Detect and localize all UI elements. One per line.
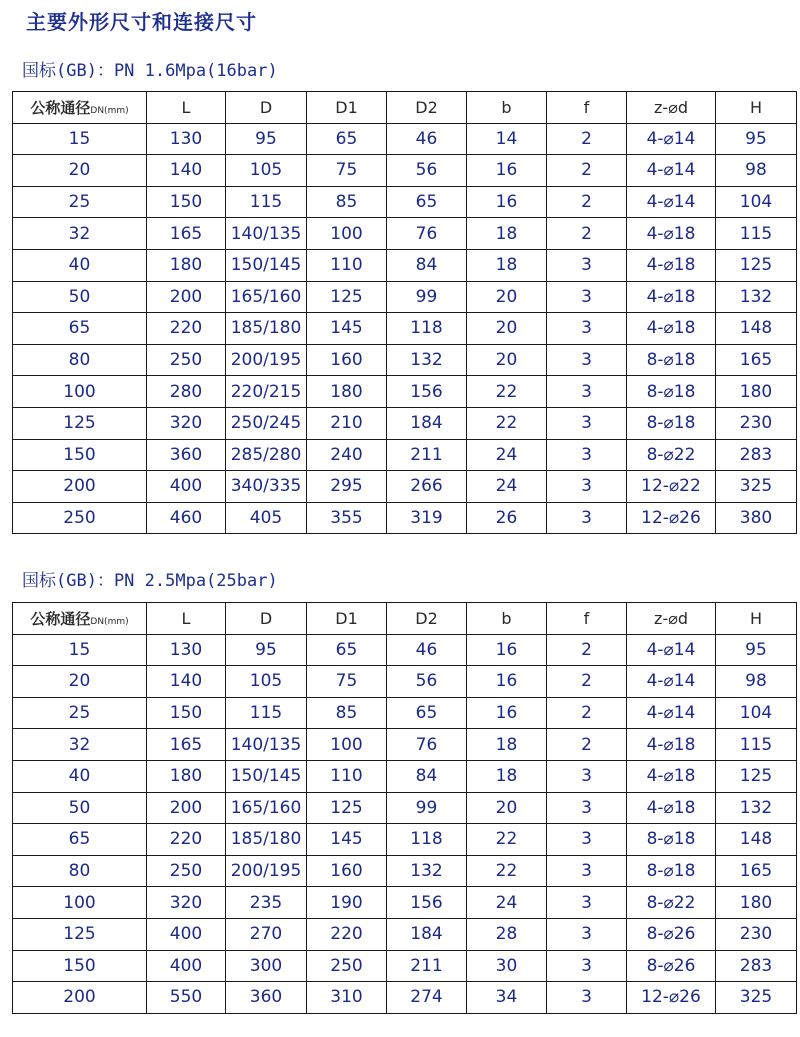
- table-cell: 3: [547, 760, 627, 792]
- spec-table-pn16: [12, 91, 797, 534]
- table-cell: 28: [467, 918, 547, 950]
- dn-cell: 125: [13, 918, 147, 950]
- table-cell: 132: [387, 344, 467, 376]
- table-cell: 266: [387, 471, 467, 503]
- column-header: f: [547, 92, 627, 124]
- dn-cell: 32: [13, 218, 147, 250]
- table-row: [13, 186, 797, 218]
- table-cell: 8-⌀26: [627, 918, 716, 950]
- section-heading-pn25: 国标(GB)：PN 2.5Mpa(25bar): [22, 571, 278, 591]
- table-cell: 104: [716, 697, 797, 729]
- table-cell: 12-⌀26: [627, 502, 716, 534]
- dn-cell: 25: [13, 697, 147, 729]
- dn-cell: 150: [13, 950, 147, 982]
- dn-cell: 50: [13, 792, 147, 824]
- table-cell: 320: [147, 887, 226, 919]
- table-cell: 24: [467, 887, 547, 919]
- table-cell: 220: [147, 824, 226, 856]
- table-cell: 325: [716, 982, 797, 1014]
- table-cell: 16: [467, 634, 547, 666]
- table-cell: 20: [467, 344, 547, 376]
- table-cell: 3: [547, 982, 627, 1014]
- table-cell: 8-⌀18: [627, 376, 716, 408]
- table-cell: 4-⌀14: [627, 697, 716, 729]
- dn-cell: 20: [13, 666, 147, 698]
- table-cell: 250: [147, 855, 226, 887]
- table-cell: 400: [147, 471, 226, 503]
- table-cell: 14: [467, 123, 547, 155]
- table-cell: 165/160: [226, 281, 307, 313]
- table-row: [13, 376, 797, 408]
- table-cell: 16: [467, 697, 547, 729]
- table-cell: 132: [716, 792, 797, 824]
- table-cell: 300: [226, 950, 307, 982]
- table-cell: 18: [467, 249, 547, 281]
- table-cell: 56: [387, 155, 467, 187]
- table-cell: 125: [716, 249, 797, 281]
- table-cell: 65: [387, 186, 467, 218]
- table-cell: 132: [387, 855, 467, 887]
- table-cell: 85: [307, 697, 387, 729]
- table-cell: 285/280: [226, 439, 307, 471]
- table-cell: 165: [147, 729, 226, 761]
- table-cell: 95: [226, 634, 307, 666]
- dn-cell: 15: [13, 123, 147, 155]
- table-cell: 156: [387, 887, 467, 919]
- column-header: D1: [307, 92, 387, 124]
- table-cell: 156: [387, 376, 467, 408]
- table-cell: 190: [307, 887, 387, 919]
- table-cell: 355: [307, 502, 387, 534]
- table-cell: 2: [547, 186, 627, 218]
- table-cell: 140: [147, 155, 226, 187]
- table-row: [13, 918, 797, 950]
- table-cell: 2: [547, 155, 627, 187]
- dn-cell: 15: [13, 634, 147, 666]
- dn-cell: 150: [13, 439, 147, 471]
- table-cell: 380: [716, 502, 797, 534]
- table-cell: 3: [547, 471, 627, 503]
- table-row: [13, 666, 797, 698]
- table-cell: 12-⌀26: [627, 982, 716, 1014]
- table-cell: 200: [147, 792, 226, 824]
- table-cell: 118: [387, 824, 467, 856]
- table-cell: 84: [387, 249, 467, 281]
- table-cell: 95: [226, 123, 307, 155]
- table-cell: 185/180: [226, 824, 307, 856]
- section-heading-pn16: 国标(GB)：PN 1.6Mpa(16bar): [22, 61, 278, 81]
- table-row: [13, 887, 797, 919]
- table-cell: 360: [226, 982, 307, 1014]
- table-cell: 3: [547, 407, 627, 439]
- column-header: H: [716, 92, 797, 124]
- table-row: [13, 634, 797, 666]
- table-cell: 235: [226, 887, 307, 919]
- table-cell: 200/195: [226, 855, 307, 887]
- table-cell: 550: [147, 982, 226, 1014]
- header-nominal-diameter: [13, 92, 147, 124]
- table-cell: 95: [716, 123, 797, 155]
- header-dn-label: 公称通径: [30, 98, 91, 117]
- table-cell: 8-⌀18: [627, 855, 716, 887]
- table-cell: 115: [716, 218, 797, 250]
- table-cell: 220: [147, 313, 226, 345]
- table-cell: 84: [387, 760, 467, 792]
- table-cell: 2: [547, 729, 627, 761]
- table-cell: 110: [307, 249, 387, 281]
- column-header: L: [147, 603, 226, 635]
- table-cell: 75: [307, 155, 387, 187]
- table-cell: 211: [387, 950, 467, 982]
- table-cell: 105: [226, 155, 307, 187]
- table-cell: 140/135: [226, 218, 307, 250]
- table-cell: 125: [307, 281, 387, 313]
- dn-cell: 32: [13, 729, 147, 761]
- dn-cell: 65: [13, 313, 147, 345]
- table-cell: 16: [467, 155, 547, 187]
- table-cell: 200: [147, 281, 226, 313]
- table-cell: 4-⌀14: [627, 186, 716, 218]
- table-row: [13, 982, 797, 1014]
- table-cell: 3: [547, 249, 627, 281]
- table-cell: 8-⌀22: [627, 439, 716, 471]
- table-cell: 3: [547, 313, 627, 345]
- table-cell: 4-⌀18: [627, 281, 716, 313]
- table-cell: 85: [307, 186, 387, 218]
- table-cell: 180: [716, 887, 797, 919]
- table-cell: 18: [467, 729, 547, 761]
- table-cell: 180: [147, 760, 226, 792]
- page-title: 主要外形尺寸和连接尺寸: [26, 10, 257, 34]
- table-cell: 230: [716, 407, 797, 439]
- table-cell: 125: [307, 792, 387, 824]
- table-cell: 4-⌀14: [627, 155, 716, 187]
- column-header: D2: [387, 603, 467, 635]
- table-cell: 4-⌀14: [627, 666, 716, 698]
- table-cell: 360: [147, 439, 226, 471]
- table-row: [13, 249, 797, 281]
- column-header: H: [716, 603, 797, 635]
- header-nominal-diameter: [13, 603, 147, 635]
- table-cell: 20: [467, 792, 547, 824]
- table-cell: 8-⌀22: [627, 887, 716, 919]
- column-header: D2: [387, 92, 467, 124]
- table-cell: 104: [716, 186, 797, 218]
- table-header-row: [13, 92, 797, 124]
- table-cell: 2: [547, 634, 627, 666]
- table-cell: 8-⌀18: [627, 407, 716, 439]
- table-cell: 26: [467, 502, 547, 534]
- table-cell: 319: [387, 502, 467, 534]
- table-cell: 400: [147, 950, 226, 982]
- table-cell: 4-⌀18: [627, 760, 716, 792]
- column-header: z-⌀d: [627, 92, 716, 124]
- dn-cell: 65: [13, 824, 147, 856]
- table-cell: 4-⌀18: [627, 792, 716, 824]
- table-cell: 3: [547, 950, 627, 982]
- table-cell: 20: [467, 281, 547, 313]
- dn-cell: 80: [13, 855, 147, 887]
- table-cell: 184: [387, 407, 467, 439]
- table-cell: 211: [387, 439, 467, 471]
- table-cell: 46: [387, 123, 467, 155]
- table-cell: 65: [307, 123, 387, 155]
- table-row: [13, 824, 797, 856]
- column-header: D: [226, 603, 307, 635]
- table-cell: 4-⌀18: [627, 249, 716, 281]
- table-cell: 4-⌀18: [627, 729, 716, 761]
- table-cell: 274: [387, 982, 467, 1014]
- table-cell: 100: [307, 729, 387, 761]
- dn-cell: 200: [13, 471, 147, 503]
- table-cell: 76: [387, 218, 467, 250]
- column-header: z-⌀d: [627, 603, 716, 635]
- table-cell: 148: [716, 824, 797, 856]
- table-cell: 118: [387, 313, 467, 345]
- column-header: b: [467, 92, 547, 124]
- header-dn-unit: DN(mm): [90, 105, 129, 116]
- table-cell: 115: [716, 729, 797, 761]
- table-cell: 18: [467, 218, 547, 250]
- table-cell: 165/160: [226, 792, 307, 824]
- table-cell: 3: [547, 855, 627, 887]
- table-cell: 20: [467, 313, 547, 345]
- table-cell: 185/180: [226, 313, 307, 345]
- table-cell: 3: [547, 824, 627, 856]
- table-cell: 240: [307, 439, 387, 471]
- table-cell: 160: [307, 855, 387, 887]
- table-cell: 400: [147, 918, 226, 950]
- table-cell: 2: [547, 697, 627, 729]
- table-cell: 4-⌀18: [627, 313, 716, 345]
- table-cell: 280: [147, 376, 226, 408]
- table-cell: 65: [307, 634, 387, 666]
- table-cell: 22: [467, 855, 547, 887]
- table-cell: 75: [307, 666, 387, 698]
- table-cell: 180: [307, 376, 387, 408]
- table-cell: 95: [716, 634, 797, 666]
- table-cell: 12-⌀22: [627, 471, 716, 503]
- table-cell: 2: [547, 666, 627, 698]
- column-header: f: [547, 603, 627, 635]
- table-row: [13, 313, 797, 345]
- table-row: [13, 760, 797, 792]
- table-row: [13, 439, 797, 471]
- table-cell: 132: [716, 281, 797, 313]
- table-cell: 165: [716, 344, 797, 376]
- table-cell: 125: [716, 760, 797, 792]
- table-row: [13, 407, 797, 439]
- table-cell: 210: [307, 407, 387, 439]
- table-cell: 3: [547, 376, 627, 408]
- table-row: [13, 502, 797, 534]
- table-row: [13, 950, 797, 982]
- table-cell: 150/145: [226, 760, 307, 792]
- table-cell: 150/145: [226, 249, 307, 281]
- table-row: [13, 155, 797, 187]
- table-cell: 250/245: [226, 407, 307, 439]
- table-cell: 150: [147, 697, 226, 729]
- column-header: D1: [307, 603, 387, 635]
- table-cell: 56: [387, 666, 467, 698]
- table-cell: 160: [307, 344, 387, 376]
- dn-cell: 125: [13, 407, 147, 439]
- dn-cell: 100: [13, 887, 147, 919]
- table-cell: 283: [716, 950, 797, 982]
- table-cell: 22: [467, 824, 547, 856]
- table-row: [13, 792, 797, 824]
- table-cell: 115: [226, 697, 307, 729]
- table-cell: 3: [547, 887, 627, 919]
- dn-cell: 40: [13, 760, 147, 792]
- table-cell: 16: [467, 186, 547, 218]
- table-cell: 2: [547, 218, 627, 250]
- table-cell: 4-⌀14: [627, 634, 716, 666]
- table-row: [13, 218, 797, 250]
- dn-cell: 50: [13, 281, 147, 313]
- table-cell: 340/335: [226, 471, 307, 503]
- table-cell: 325: [716, 471, 797, 503]
- table-cell: 250: [147, 344, 226, 376]
- table-row: [13, 123, 797, 155]
- table-cell: 98: [716, 155, 797, 187]
- table-cell: 180: [716, 376, 797, 408]
- dn-cell: 100: [13, 376, 147, 408]
- table-cell: 8-⌀26: [627, 950, 716, 982]
- table-cell: 320: [147, 407, 226, 439]
- table-cell: 130: [147, 634, 226, 666]
- table-cell: 115: [226, 186, 307, 218]
- table-cell: 105: [226, 666, 307, 698]
- table-cell: 3: [547, 439, 627, 471]
- table-cell: 130: [147, 123, 226, 155]
- table-cell: 24: [467, 439, 547, 471]
- table-cell: 310: [307, 982, 387, 1014]
- table-cell: 460: [147, 502, 226, 534]
- table-cell: 4-⌀14: [627, 123, 716, 155]
- table-row: [13, 281, 797, 313]
- table-cell: 405: [226, 502, 307, 534]
- table-row: [13, 855, 797, 887]
- table-cell: 3: [547, 502, 627, 534]
- header-dn-label: 公称通径: [30, 609, 91, 628]
- table-row: [13, 344, 797, 376]
- table-cell: 18: [467, 760, 547, 792]
- dn-cell: 80: [13, 344, 147, 376]
- table-cell: 230: [716, 918, 797, 950]
- table-cell: 150: [147, 186, 226, 218]
- table-cell: 165: [147, 218, 226, 250]
- table-cell: 2: [547, 123, 627, 155]
- column-header: L: [147, 92, 226, 124]
- dn-cell: 250: [13, 502, 147, 534]
- table-cell: 22: [467, 407, 547, 439]
- table-cell: 100: [307, 218, 387, 250]
- table-cell: 98: [716, 666, 797, 698]
- table-cell: 3: [547, 792, 627, 824]
- table-row: [13, 697, 797, 729]
- table-cell: 99: [387, 792, 467, 824]
- table-cell: 270: [226, 918, 307, 950]
- table-cell: 250: [307, 950, 387, 982]
- table-row: [13, 729, 797, 761]
- dn-cell: 40: [13, 249, 147, 281]
- table-cell: 76: [387, 729, 467, 761]
- table-cell: 65: [387, 697, 467, 729]
- header-dn-unit: DN(mm): [90, 616, 129, 627]
- table-cell: 46: [387, 634, 467, 666]
- table-cell: 200/195: [226, 344, 307, 376]
- table-cell: 3: [547, 281, 627, 313]
- table-cell: 140/135: [226, 729, 307, 761]
- table-cell: 3: [547, 344, 627, 376]
- table-cell: 295: [307, 471, 387, 503]
- table-cell: 34: [467, 982, 547, 1014]
- table-cell: 99: [387, 281, 467, 313]
- table-cell: 145: [307, 824, 387, 856]
- table-header-row: [13, 603, 797, 635]
- table-cell: 145: [307, 313, 387, 345]
- table-cell: 180: [147, 249, 226, 281]
- table-cell: 24: [467, 471, 547, 503]
- table-cell: 22: [467, 376, 547, 408]
- table-cell: 220: [307, 918, 387, 950]
- dn-cell: 200: [13, 982, 147, 1014]
- table-cell: 110: [307, 760, 387, 792]
- spec-table-pn25: [12, 602, 797, 1014]
- table-row: [13, 471, 797, 503]
- table-cell: 283: [716, 439, 797, 471]
- table-cell: 16: [467, 666, 547, 698]
- column-header: D: [226, 92, 307, 124]
- table-cell: 165: [716, 855, 797, 887]
- table-cell: 30: [467, 950, 547, 982]
- dn-cell: 20: [13, 155, 147, 187]
- table-cell: 3: [547, 918, 627, 950]
- table-cell: 4-⌀18: [627, 218, 716, 250]
- table-cell: 140: [147, 666, 226, 698]
- column-header: b: [467, 603, 547, 635]
- table-cell: 8-⌀18: [627, 824, 716, 856]
- table-cell: 8-⌀18: [627, 344, 716, 376]
- table-cell: 148: [716, 313, 797, 345]
- dn-cell: 25: [13, 186, 147, 218]
- table-cell: 220/215: [226, 376, 307, 408]
- table-cell: 184: [387, 918, 467, 950]
